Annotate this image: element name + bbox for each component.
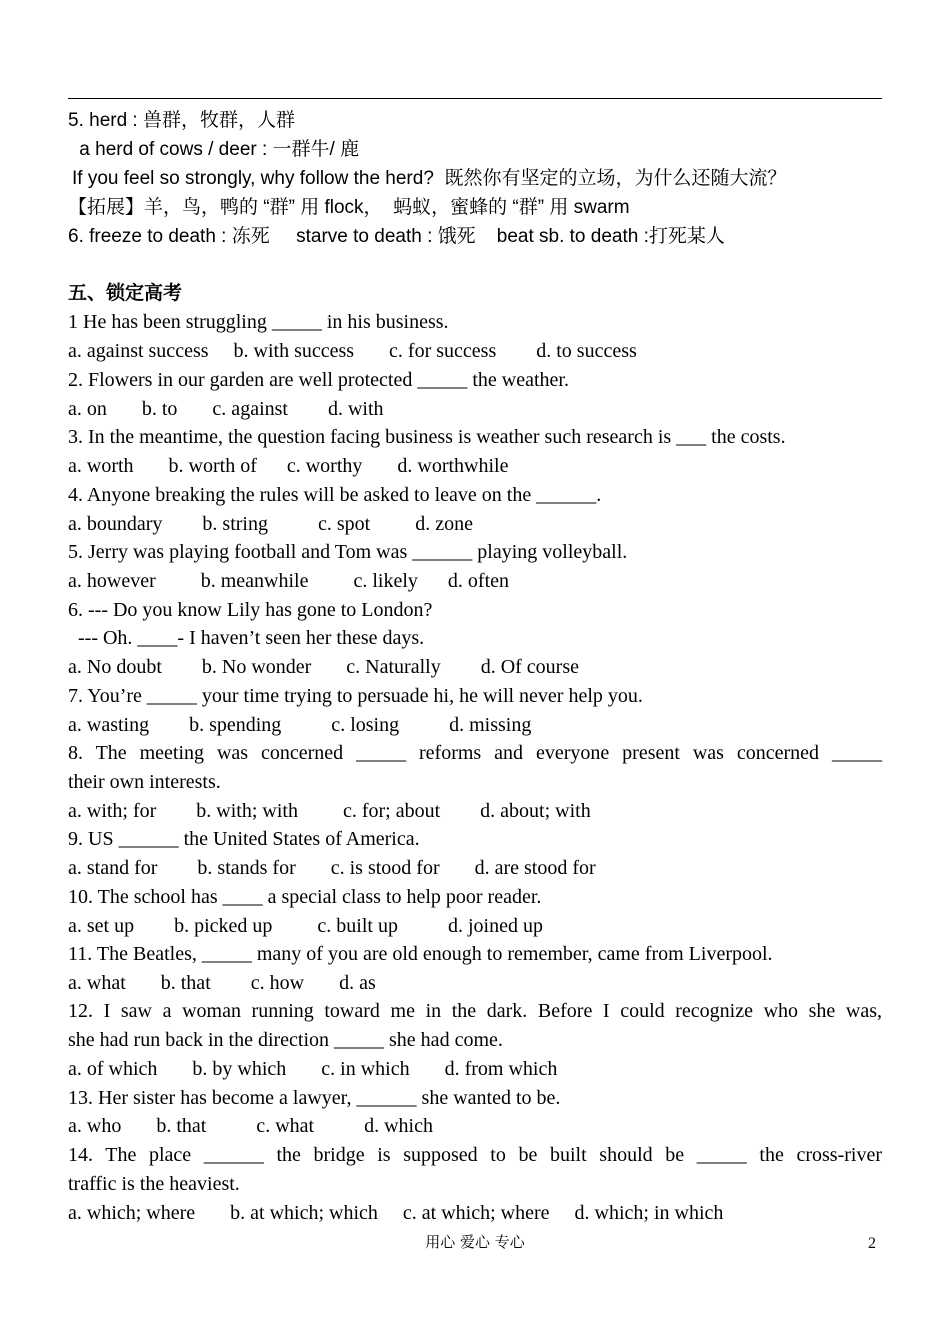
question-stem: 8. The meeting was concerned _____ reforms and everyone present was concerned _____ (68, 742, 882, 764)
question-stem: 7. You’re _____ your time trying to persuade hi, he will never help you. (68, 685, 643, 707)
question-options: a. boundary b. string c. spot d. zone (68, 513, 473, 535)
question-stem: 4. Anyone breaking the rules will be asked to leave on the ______. (68, 484, 602, 506)
question-options: a. stand for b. stands for c. is stood for d. are stood for (68, 857, 596, 879)
question-stem: 13. Her sister has become a lawyer, ______ she wanted to be. (68, 1087, 561, 1109)
question-stem: 11. The Beatles, _____ many of you are old enough to remember, came from Liverpool. (68, 943, 773, 965)
question-options: a. with; for b. with; with c. for; about d. about; with (68, 800, 591, 822)
question-options: a. which; where b. at which; which c. at which; where d. which; in which (68, 1202, 724, 1224)
question-options: a. of which b. by which c. in which d. from which (68, 1058, 558, 1080)
question-stem: 3. In the meantime, the question facing business is weather such research is ___ the costs. (68, 426, 786, 448)
header-rule (68, 98, 882, 99)
question-options: a. on b. to c. against d. with (68, 398, 384, 420)
page-number: 2 (868, 1235, 876, 1252)
vocab-line: 5. herd : 兽群，牧群，人群 (68, 110, 295, 131)
question-stem: 1 He has been struggling _____ in his business. (68, 311, 449, 333)
question-stem: --- Oh. ____- I haven’t seen her these days. (68, 627, 425, 649)
question-options: a. worth b. worth of c. worthy d. worthwhile (68, 455, 509, 477)
footer-motto: 用心 爱心 专心 (425, 1233, 525, 1251)
question-options: a. against success b. with success c. for success d. to success (68, 340, 637, 362)
question-stem: 14. The place ______ the bridge is supposed to be built should be _____ the cross-river (68, 1144, 882, 1166)
question-options: a. No doubt b. No wonder c. Naturally d. Of course (68, 656, 580, 678)
question-options: a. however b. meanwhile c. likely d. often (68, 570, 509, 592)
question-stem: 12. I saw a woman running toward me in the dark. Before I could recognize who she was, (68, 1000, 882, 1022)
vocab-line: If you feel so strongly, why follow the herd? 既然你有坚定的立场，为什么还随大流？ (72, 168, 787, 189)
vocab-line: 【拓展】羊，鸟，鸭的 “群” 用 flock， 蚂蚁，蜜蜂的 “群” 用 swarm (68, 197, 630, 218)
question-stem: 2. Flowers in our garden are well protected _____ the weather. (68, 369, 569, 391)
question-stem: their own interests. (68, 771, 221, 793)
vocab-line: a herd of cows / deer : 一群牛/ 鹿 (74, 139, 360, 160)
question-stem: 9. US ______ the United States of America. (68, 828, 420, 850)
question-stem: traffic is the heaviest. (68, 1173, 240, 1195)
question-stem: 10. The school has ____ a special class to help poor reader. (68, 886, 542, 908)
question-stem: she had run back in the direction _____ she had come. (68, 1029, 503, 1051)
question-options: a. who b. that c. what d. which (68, 1115, 433, 1137)
question-options: a. what b. that c. how d. as (68, 972, 376, 994)
section-title: 五、锁定高考 (68, 282, 183, 304)
question-stem: 5. Jerry was playing football and Tom was ______ playing volleyball. (68, 541, 628, 563)
question-stem: 6. --- Do you know Lily has gone to London? (68, 599, 433, 621)
vocab-line: 6. freeze to death : 冻死 starve to death : 饿死 beat sb. to death :打死某人 (68, 226, 725, 247)
question-options: a. set up b. picked up c. built up d. joined up (68, 915, 543, 937)
question-options: a. wasting b. spending c. losing d. missing (68, 714, 532, 736)
